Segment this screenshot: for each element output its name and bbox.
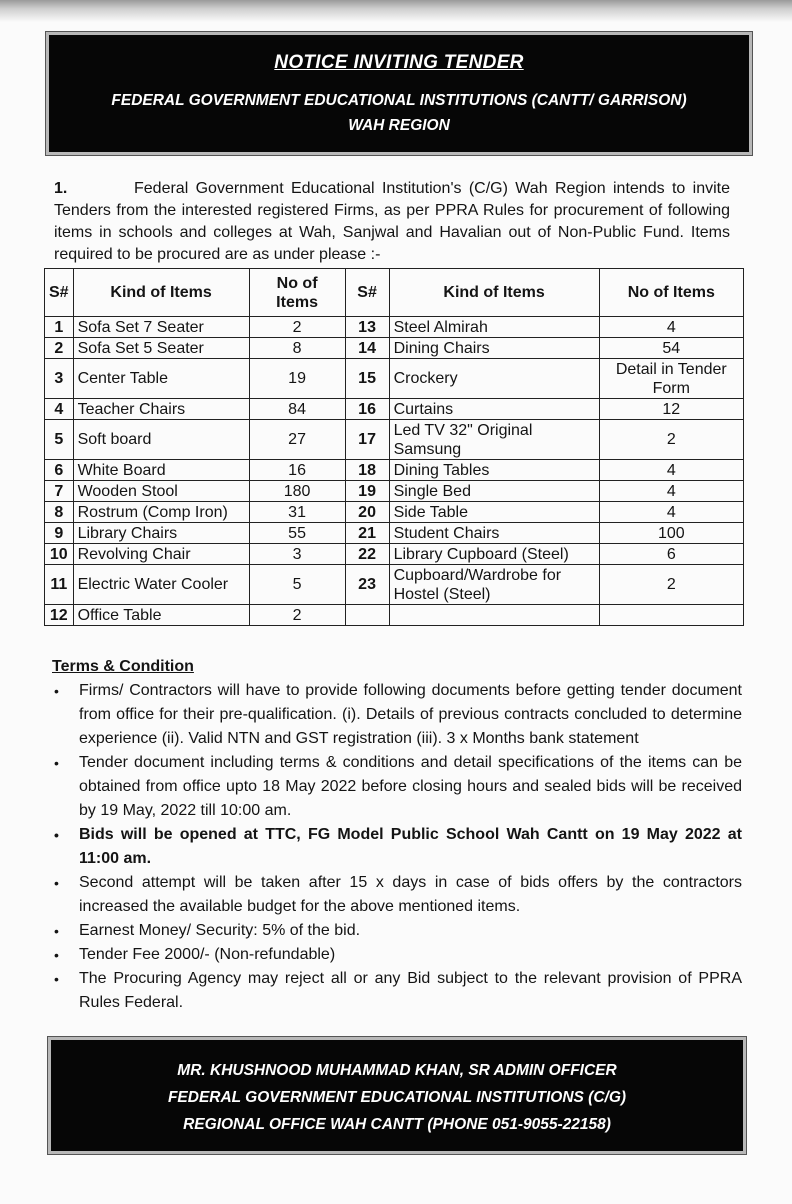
cell-kind: Teacher Chairs [73, 399, 249, 420]
footer-organization: FEDERAL GOVERNMENT EDUCATIONAL INSTITUTIONS (C/G) [167, 1089, 627, 1106]
cell-no: 180 [249, 481, 345, 502]
intro-paragraph [54, 178, 730, 266]
cell-no2: 54 [599, 338, 743, 359]
cell-no2: 2 [599, 565, 743, 605]
terms-heading: Terms & Condition [52, 658, 194, 675]
cell-sn: 2 [45, 338, 74, 359]
cell-no: 2 [249, 605, 345, 626]
col-header-sn: S# [45, 269, 74, 317]
cell-sn: 8 [45, 502, 74, 523]
cell-sn2: 21 [345, 523, 389, 544]
cell-no2: 100 [599, 523, 743, 544]
cell-no: 84 [249, 399, 345, 420]
table-row [45, 502, 744, 523]
cell-kind2: Single Bed [389, 481, 599, 502]
cell-sn2: 18 [345, 460, 389, 481]
cell-sn: 3 [45, 359, 74, 399]
cell-sn2: 22 [345, 544, 389, 565]
terms-item: • Firms/ Contractors will have to provide following documents before getting tender document from office for their pre-qualification. (i). Details of previous contracts concluded to determine experience (ii). Valid NTN and GST registration (iii). 3 x Months bank statement [52, 679, 742, 751]
cell-sn: 9 [45, 523, 74, 544]
cell-kind: Library Chairs [73, 523, 249, 544]
cell-kind: Electric Water Cooler [73, 565, 249, 605]
organization-line: FEDERAL GOVERNMENT EDUCATIONAL INSTITUTIONS (CANTT/ GARRISON) [111, 92, 687, 109]
cell-kind: Sofa Set 7 Seater [73, 317, 249, 338]
cell-sn: 10 [45, 544, 74, 565]
cell-no: 3 [249, 544, 345, 565]
bullet-icon: • [54, 875, 59, 891]
cell-no: 27 [249, 420, 345, 460]
cell-no2: Detail in Tender Form [599, 359, 743, 399]
col-header-sn-2: S# [345, 269, 389, 317]
terms-item: • Second attempt will be taken after 15 x days in case of bids offers by the contractors increased the available budget for the above mentioned items. [52, 871, 742, 919]
cell-sn: 5 [45, 420, 74, 460]
cell-kind2: Curtains [389, 399, 599, 420]
cell-kind: Soft board [73, 420, 249, 460]
cell-no: 16 [249, 460, 345, 481]
cell-no: 31 [249, 502, 345, 523]
cell-kind: Revolving Chair [73, 544, 249, 565]
terms-list [52, 679, 742, 1015]
col-header-no-2: No of Items [599, 269, 743, 317]
table-row [45, 565, 744, 605]
terms-item: • Tender Fee 2000/- (Non-refundable) [52, 943, 742, 967]
office-contact: REGIONAL OFFICE WAH CANTT (PHONE 051-9055-22158) [183, 1116, 611, 1133]
cell-no: 5 [249, 565, 345, 605]
col-header-no: No of Items [249, 269, 345, 317]
items-table [44, 268, 744, 626]
cell-sn2 [345, 605, 389, 626]
terms-item: • Bids will be opened at TTC, FG Model Public School Wah Cantt on 19 May 2022 at 11:00 am. [52, 823, 742, 871]
table-row [45, 544, 744, 565]
cell-no2: 12 [599, 399, 743, 420]
bullet-icon: • [54, 755, 59, 771]
table-row [45, 523, 744, 544]
cell-kind2: Steel Almirah [389, 317, 599, 338]
cell-kind: Wooden Stool [73, 481, 249, 502]
cell-no2 [599, 605, 743, 626]
cell-sn: 1 [45, 317, 74, 338]
cell-kind: Center Table [73, 359, 249, 399]
footer-banner [48, 1037, 746, 1154]
cell-sn2: 19 [345, 481, 389, 502]
table-row [45, 460, 744, 481]
paragraph-number: 1. [54, 180, 68, 197]
cell-no2: 6 [599, 544, 743, 565]
table-row [45, 399, 744, 420]
notice-title: NOTICE INVITING TENDER [274, 52, 524, 73]
officer-name: MR. KHUSHNOOD MUHAMMAD KHAN, SR ADMIN OFFICER [177, 1062, 617, 1079]
region-line: WAH REGION [348, 117, 450, 134]
cell-sn2: 20 [345, 502, 389, 523]
terms-item: • Earnest Money/ Security: 5% of the bid. [52, 919, 742, 943]
table-row [45, 420, 744, 460]
bullet-icon: • [54, 683, 59, 699]
bullet-icon: • [54, 971, 59, 987]
table-header-row [45, 269, 744, 317]
cell-kind2 [389, 605, 599, 626]
terms-item: • Tender document including terms & conditions and detail specifications of the items can be obtained from office upto 18 May 2022 before closing hours and sealed bids will be received by 19 May, 2022 till 10:00 am. [52, 751, 742, 823]
cell-kind: Sofa Set 5 Seater [73, 338, 249, 359]
table-row [45, 481, 744, 502]
bullet-icon: • [54, 827, 59, 843]
cell-no2: 4 [599, 502, 743, 523]
cell-no: 2 [249, 317, 345, 338]
cell-no: 8 [249, 338, 345, 359]
cell-no2: 2 [599, 420, 743, 460]
cell-kind2: Cupboard/Wardrobe for Hostel (Steel) [389, 565, 599, 605]
cell-sn: 11 [45, 565, 74, 605]
header-banner [46, 32, 752, 155]
col-header-kind: Kind of Items [73, 269, 249, 317]
cell-sn: 12 [45, 605, 74, 626]
cell-kind: Office Table [73, 605, 249, 626]
table-row [45, 338, 744, 359]
table-row [45, 317, 744, 338]
cell-sn: 7 [45, 481, 74, 502]
cell-sn2: 23 [345, 565, 389, 605]
terms-section [52, 658, 742, 1015]
cell-kind2: Dining Tables [389, 460, 599, 481]
cell-kind2: Dining Chairs [389, 338, 599, 359]
bullet-icon: • [54, 923, 59, 939]
bullet-icon: • [54, 947, 59, 963]
table-row [45, 359, 744, 399]
cell-kind: White Board [73, 460, 249, 481]
cell-kind2: Library Cupboard (Steel) [389, 544, 599, 565]
cell-kind2: Crockery [389, 359, 599, 399]
cell-sn2: 17 [345, 420, 389, 460]
cell-kind: Rostrum (Comp Iron) [73, 502, 249, 523]
cell-no2: 4 [599, 317, 743, 338]
cell-sn2: 16 [345, 399, 389, 420]
cell-kind2: Student Chairs [389, 523, 599, 544]
intro-text: Federal Government Educational Institution's (C/G) Wah Region intends to invite Tenders from the interested registered Firms, as per PPRA Rules for procurement of following items in schools and colleges at Wah, Sanjwal and Havalian out of Non-Public Fund. Items required to be procured are as under please :- [54, 180, 730, 263]
cell-no: 19 [249, 359, 345, 399]
cell-no2: 4 [599, 481, 743, 502]
cell-no: 55 [249, 523, 345, 544]
cell-sn2: 14 [345, 338, 389, 359]
cell-sn2: 13 [345, 317, 389, 338]
page-edge-shadow [0, 0, 792, 22]
cell-kind2: Side Table [389, 502, 599, 523]
table-row [45, 605, 744, 626]
cell-no2: 4 [599, 460, 743, 481]
cell-sn2: 15 [345, 359, 389, 399]
cell-sn: 6 [45, 460, 74, 481]
col-header-kind-2: Kind of Items [389, 269, 599, 317]
cell-kind2: Led TV 32" Original Samsung [389, 420, 599, 460]
terms-item: • The Procuring Agency may reject all or any Bid subject to the relevant provision of PPRA Rules Federal. [52, 967, 742, 1015]
cell-sn: 4 [45, 399, 74, 420]
